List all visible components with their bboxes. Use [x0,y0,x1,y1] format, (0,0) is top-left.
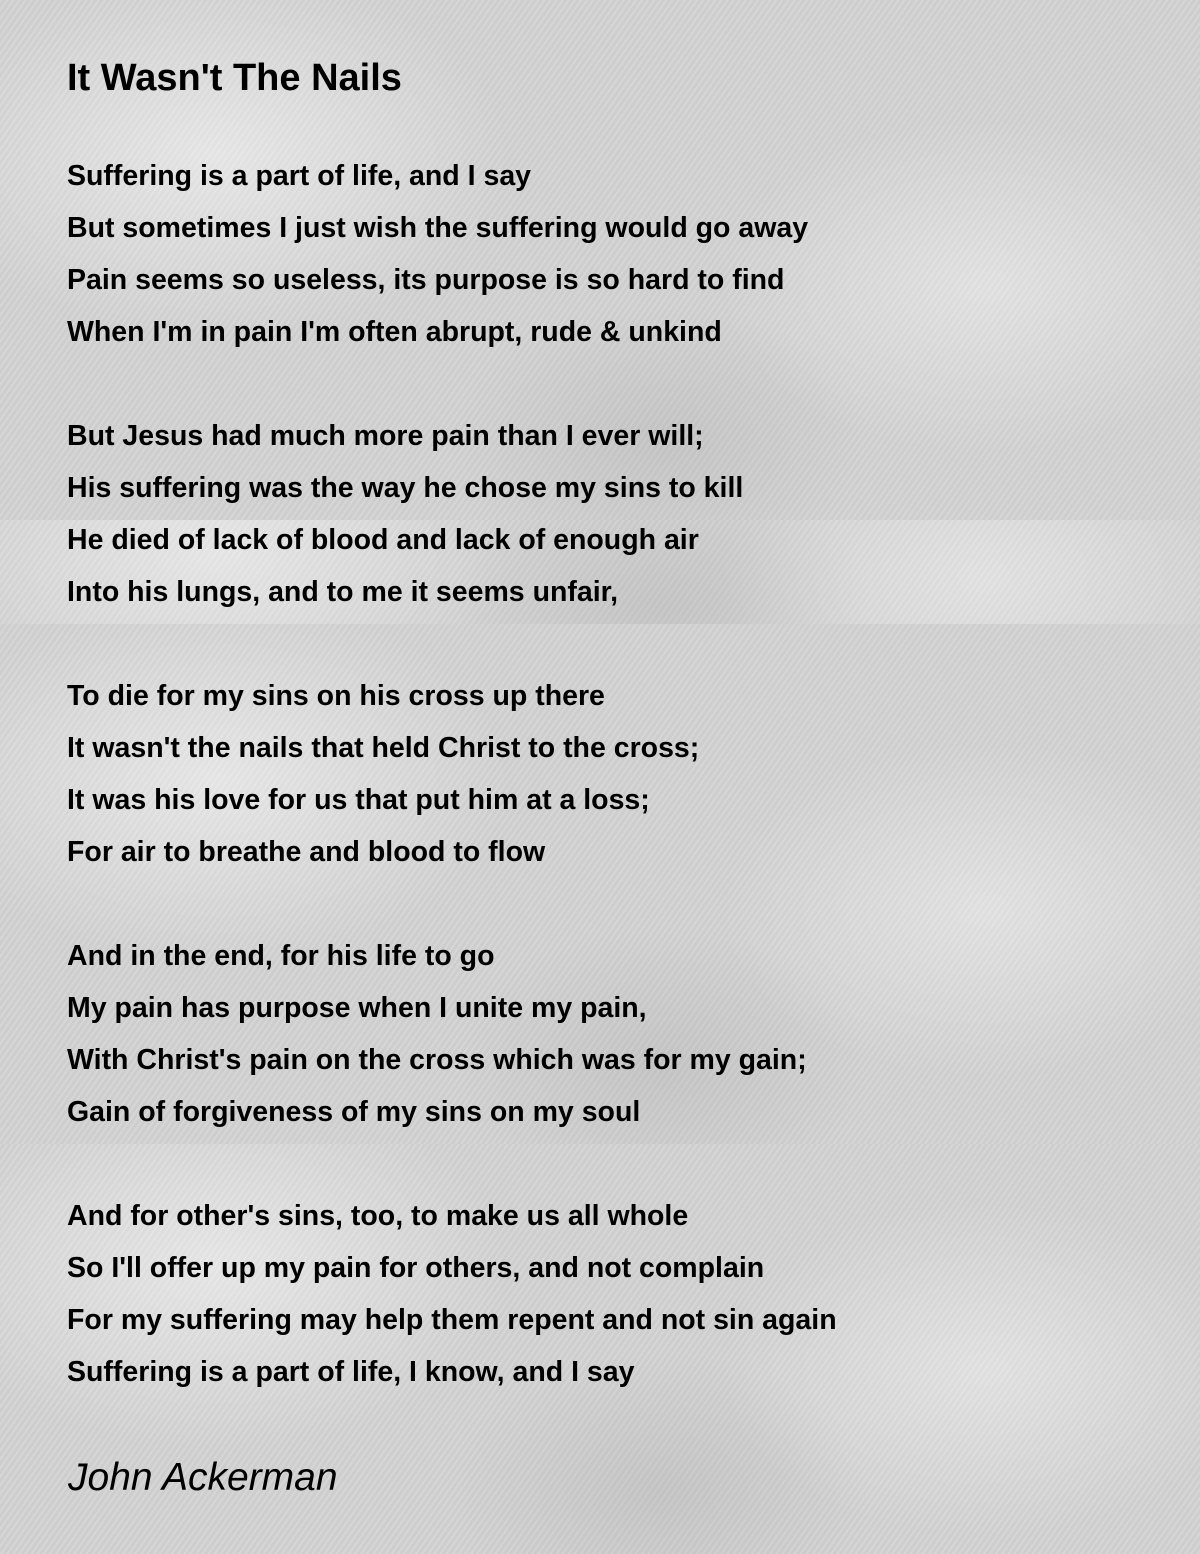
poem-body [67,150,1167,1450]
poem-line: To die for my sins on his cross up there [67,680,605,712]
poem-line: When I'm in pain I'm often abrupt, rude & unkind [67,316,722,348]
stanza-5 [67,1190,1167,1398]
poem-line: It wasn't the nails that held Christ to the cross; [67,732,700,764]
stanza-4 [67,930,1167,1138]
poem-line: Gain of forgiveness of my sins on my soul [67,1096,641,1128]
poem-line: His suffering was the way he chose my sins to kill [67,472,744,504]
poem-line: Suffering is a part of life, I know, and I say [67,1356,635,1388]
stanza-1 [67,150,1167,358]
poem-title: It Wasn't The Nails [67,57,402,99]
poem-line: My pain has purpose when I unite my pain, [67,992,647,1024]
stanza-3 [67,670,1167,878]
poem-line: Pain seems so useless, its purpose is so hard to find [67,264,785,296]
poem-line: For my suffering may help them repent and not sin again [67,1304,837,1336]
poem-line: He died of lack of blood and lack of enough air [67,524,699,556]
poem-line: So I'll offer up my pain for others, and not complain [67,1252,765,1284]
poem-line: And in the end, for his life to go [67,940,495,972]
poem-line: But sometimes I just wish the suffering would go away [67,212,809,244]
poem-author: John Ackerman [68,1456,338,1499]
poem-line: But Jesus had much more pain than I ever will; [67,420,704,452]
poem-line: Into his lungs, and to me it seems unfair, [67,576,619,608]
poem-line: It was his love for us that put him at a loss; [67,784,650,816]
stanza-2 [67,410,1167,618]
poem-line: And for other's sins, too, to make us all whole [67,1200,689,1232]
poem-line: With Christ's pain on the cross which was for my gain; [67,1044,807,1076]
poem-line: Suffering is a part of life, and I say [67,160,532,192]
poem-line: For air to breathe and blood to flow [67,836,546,868]
